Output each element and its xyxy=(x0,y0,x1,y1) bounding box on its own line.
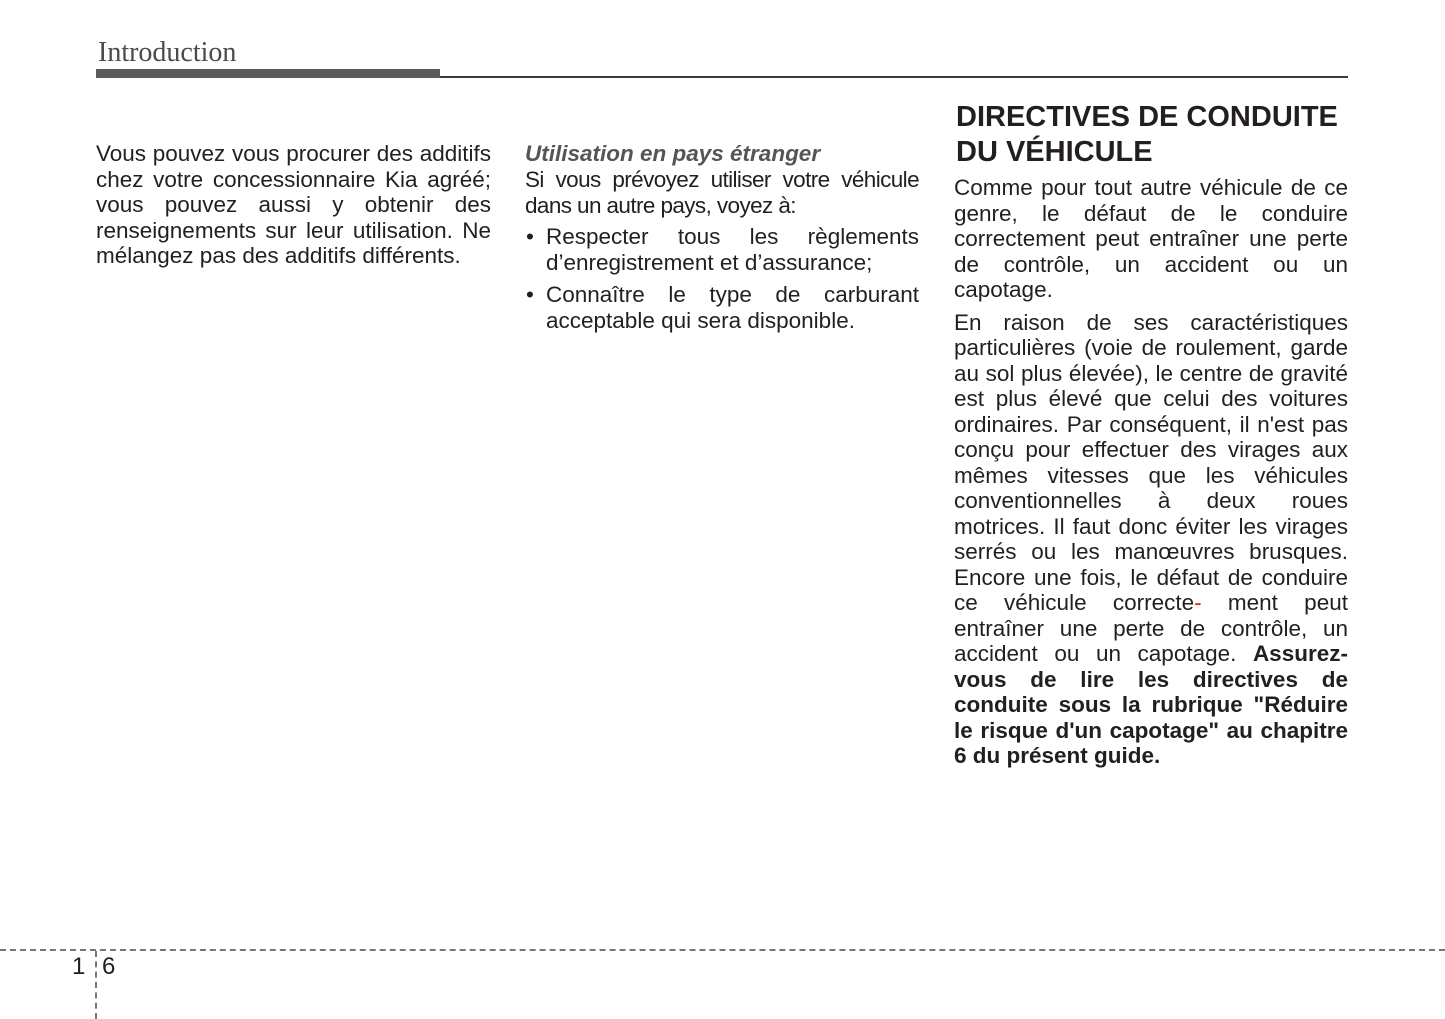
section-heading-line-1: DIRECTIVES DE CONDUITE xyxy=(956,101,1338,133)
driving-paragraph-2 xyxy=(954,310,1348,769)
driving-paragraph-2-text-b: ment peut entraîner une perte de contrôle, un accident ou un capotage. xyxy=(954,590,1348,666)
footer-dashed-rule xyxy=(0,949,1445,951)
section-heading-line-2: DU VÉHICULE xyxy=(956,136,1153,168)
bullet-icon: • xyxy=(526,282,534,307)
list-item-text: Respecter tous les règlements d’enregistrement et d’assurance; xyxy=(546,224,919,275)
bullet-icon: • xyxy=(526,224,534,249)
section-heading xyxy=(956,100,1348,170)
hyphen-mark: - xyxy=(1194,590,1202,615)
foreign-use-subheading: Utilisation en pays étranger xyxy=(525,141,821,166)
driving-paragraph-2-text-a: En raison de ses caractéristiques particulières (voie de roulement, garde au sol plus élevée), le centre de gravité est plus élevé que celui des voitures ordinaires. Par conséquent, il n'est pas conçu pour effectuer des virages aux mêmes vitesses que les véhicules conventionnelles à deux roues motrices. Il faut donc éviter les virages serrés ou les manœuvres brusques. Encore une fois, le défaut de conduire ce véhicule correcte xyxy=(954,309,1348,615)
driving-paragraph-2-bold: Assurez-vous de lire les directives de conduite sous la rubrique "Réduire le risque d'un capotage" au chapitre 6 du présent guide. xyxy=(954,641,1348,768)
footer-dashed-divider xyxy=(95,951,97,1019)
foreign-use-intro: Si vous prévoyez utiliser votre véhicule dans un autre pays, voyez à: xyxy=(525,167,919,218)
column-right xyxy=(954,100,1348,769)
page-header-title: Introduction xyxy=(98,37,237,68)
driving-paragraph-1: Comme pour tout autre véhicule de ce genre, le défaut de le conduire correctement peut entraîner une perte de contrôle, un accident ou un capotage. xyxy=(954,175,1348,302)
list-item-text: Connaître le type de carburant acceptable qui sera disponible. xyxy=(546,282,919,333)
header-rule xyxy=(440,76,1348,78)
column-left xyxy=(96,141,491,269)
column-middle xyxy=(525,141,919,340)
header-bar-thick xyxy=(96,69,440,78)
foreign-use-list xyxy=(525,224,919,333)
additives-paragraph: Vous pouvez vous procurer des additifs chez votre concessionnaire Kia agréé; vous pouvez aussi y obtenir des renseignements sur leur utilisation. Ne mélangez pas des additifs différents. xyxy=(96,141,491,268)
page-number: 6 xyxy=(102,953,116,980)
chapter-number: 1 xyxy=(72,953,86,980)
list-item xyxy=(525,224,919,275)
list-item xyxy=(525,282,919,333)
